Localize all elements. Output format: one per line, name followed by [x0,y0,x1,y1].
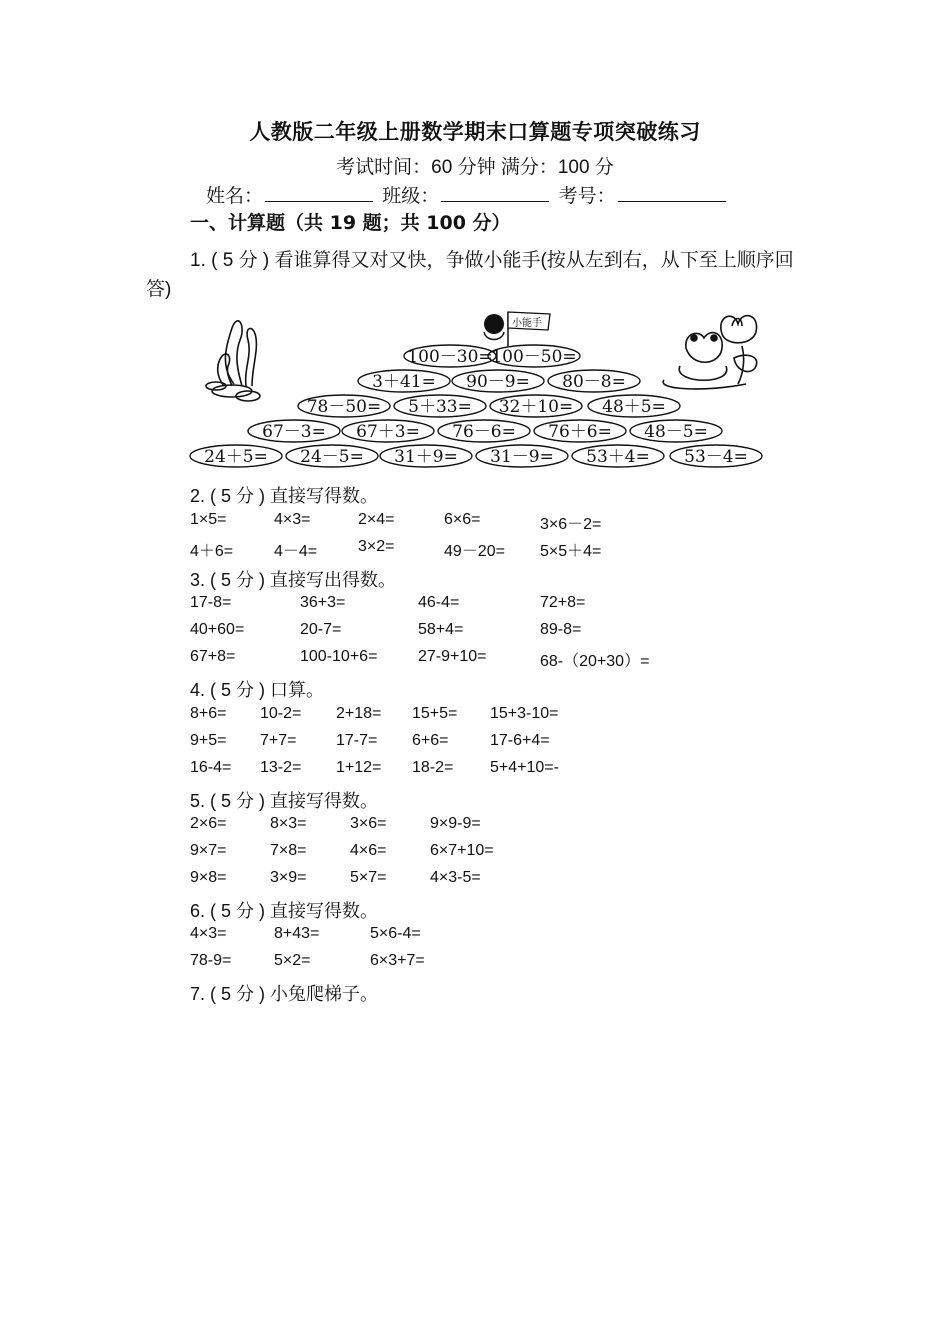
expression: 18-2= [412,759,454,776]
pyramid-expression: 5＋33= [408,397,472,417]
pyramid-expression: 76＋6= [548,422,612,442]
expression: 16-4= [190,759,232,776]
lily-pad-pyramid-figure [186,306,764,472]
class-blank[interactable] [441,183,549,202]
pyramid-expression: 67－3= [262,422,326,442]
pyramid-expression: 3＋41= [372,372,436,392]
expression: 8+6= [190,705,227,722]
expression: 1+12= [336,759,382,776]
expression: 17-6+4= [490,732,550,749]
pyramid-expression: 100－50= [491,347,577,367]
expression: 2×6= [190,815,227,832]
expression: 4×3= [274,511,311,528]
expression: 3×9= [270,869,307,886]
pyramid-expression: 48－5= [644,422,708,442]
expression: 13-2= [260,759,302,776]
expression: 5×6-4= [370,925,421,942]
flag-text: 小能手 [512,318,542,329]
expression: 89-8= [540,621,582,638]
expression: 10-2= [260,705,302,722]
expression: 8×3= [270,815,307,832]
expression: 4×3= [190,925,227,942]
seaweed-icon [206,321,260,401]
question-7: 7. ( 5 分 ) 小兔爬梯子。 [190,984,379,1004]
pyramid-expression: 67＋3= [356,422,420,442]
pyramid-expression: 31＋9= [394,447,458,467]
expression: 7+7= [260,732,297,749]
class-label: 班级： [382,186,440,207]
expression: 27-9+10= [418,648,487,665]
expression: 3×6= [350,815,387,832]
expression: 5×5＋4= [540,543,602,560]
expression: 3×2= [358,538,395,555]
expression: 5×7= [350,869,387,886]
exam-info: 考试时间：60 分钟 满分：100 分 [336,157,614,178]
expression: 78-9= [190,952,232,969]
expression: 3×6－2= [540,516,602,533]
expression: 4－4= [274,543,318,560]
expression: 4＋6= [190,543,234,560]
lily-pads [190,345,762,467]
expression: 9×9-9= [430,815,481,832]
expression: 17-8= [190,594,232,611]
expression: 46-4= [418,594,460,611]
page-title: 人教版二年级上册数学期末口算题专项突破练习 [249,120,701,144]
expression: 49－20= [444,543,505,560]
expression: 9×7= [190,842,227,859]
expression: 6+6= [412,732,449,749]
expression: 20-7= [300,621,342,638]
expression: 9+5= [190,732,227,749]
expression: 67+8= [190,648,236,665]
pyramid-expression: 31－9= [490,447,554,467]
question-6: 6. ( 5 分 ) 直接写得数。 [190,901,379,921]
child-with-flag-icon [484,312,550,346]
expression: 5+4+10=- [490,759,559,776]
expression: 8+43= [274,925,320,942]
pyramid-expression: 76－6= [452,422,516,442]
pyramid-expression: 78－50= [306,397,382,417]
expression: 6×7+10= [430,842,494,859]
question-1: 1. ( 5 分 ) 看谁算得又对又快，争做小能手(按从左到右，从下至上顺序回答) [146,250,794,300]
number-label: 考号： [558,186,616,207]
pyramid-expression: 100－30= [407,347,493,367]
pyramid-expression: 80－8= [562,372,626,392]
pyramid-expression: 48＋5= [602,397,666,417]
question-5: 5. ( 5 分 ) 直接写得数。 [190,791,379,811]
pyramid-expression: 32＋10= [498,397,574,417]
expression: 1×5= [190,511,227,528]
name-label: 姓名： [206,186,264,207]
expression: 15+3-10= [490,705,559,722]
expression: 4×3-5= [430,869,481,886]
expression: 2×4= [358,511,395,528]
number-blank[interactable] [618,183,726,202]
expression: 4×6= [350,842,387,859]
expression: 68-（20+30）= [540,653,650,670]
expression: 72+8= [540,594,586,611]
pyramid-expression: 53－4= [684,447,748,467]
expression: 5×2= [274,952,311,969]
expression: 17-7= [336,732,378,749]
section-title: 一、计算题（共 19 题；共 100 分） [190,212,511,234]
expression: 36+3= [300,594,346,611]
expression: 6×6= [444,511,481,528]
student-info-line [206,181,730,208]
expression: 58+4= [418,621,464,638]
expression: 40+60= [190,621,245,638]
pyramid-expression: 24－5= [300,447,364,467]
question-3: 3. ( 5 分 ) 直接写出得数。 [190,570,397,590]
pyramid-expression: 24＋5= [204,447,268,467]
pyramid-expression: 90－9= [466,372,530,392]
question-4: 4. ( 5 分 ) 口算。 [190,680,325,700]
pyramid-expression: 53＋4= [586,447,650,467]
expression: 6×3+7= [370,952,425,969]
expression: 2+18= [336,705,382,722]
frog-lotus-icon [663,316,757,389]
question-2: 2. ( 5 分 ) 直接写得数。 [190,486,379,506]
expression: 15+5= [412,705,458,722]
name-blank[interactable] [265,183,373,202]
expression: 9×8= [190,869,227,886]
expression: 100-10+6= [300,648,378,665]
expression: 7×8= [270,842,307,859]
